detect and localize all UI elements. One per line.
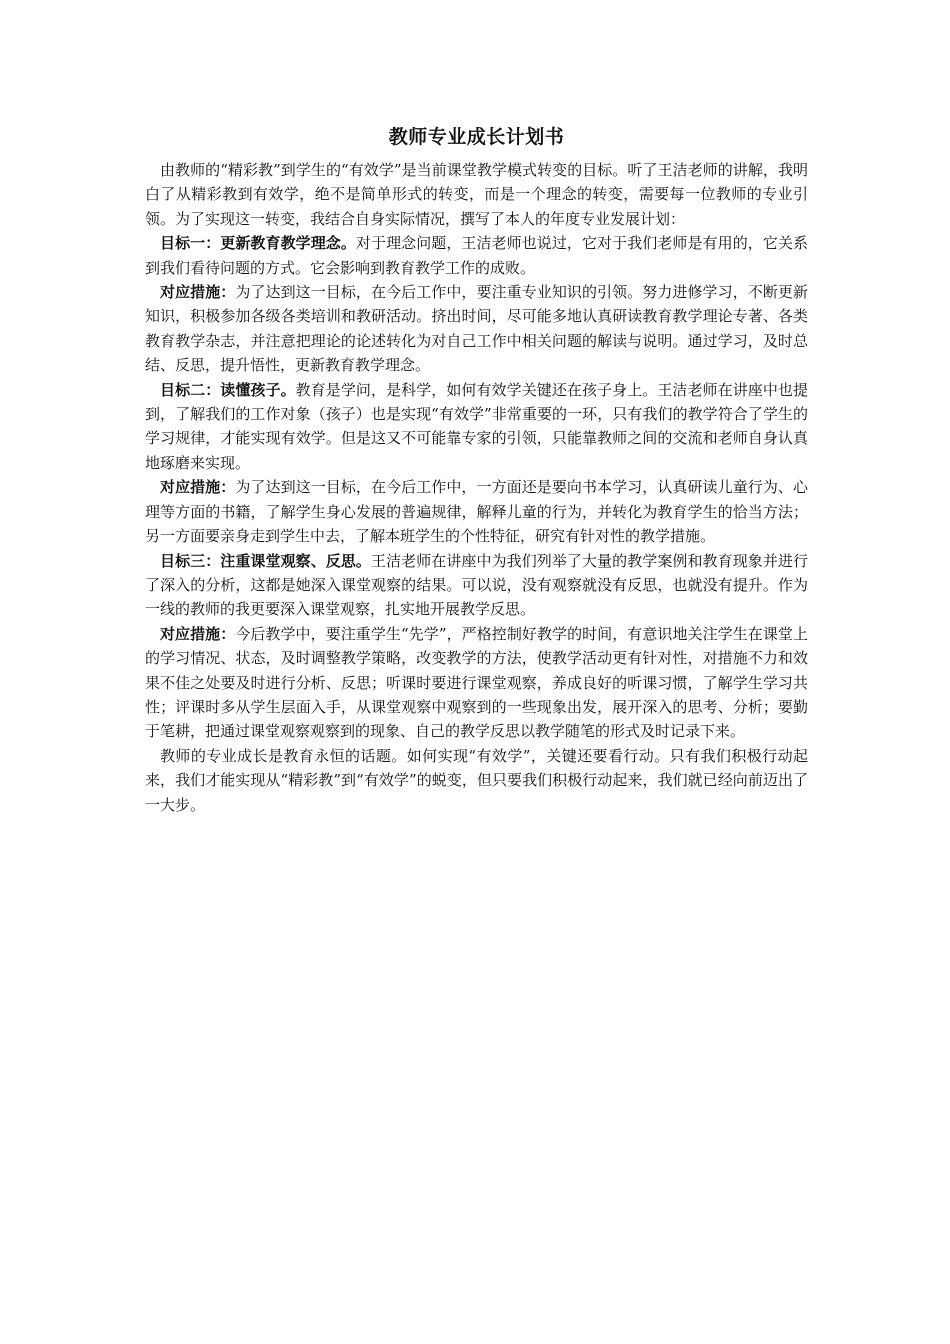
paragraph-lead: 目标三：注重课堂观察、反思。 (160, 551, 371, 570)
paragraph-lead: 对应措施： (160, 478, 236, 497)
document-title: 教师专业成长计划书 (388, 126, 565, 148)
paragraph-text: 由教师的“精彩教”到学生的“有效学”是当前课堂教学模式转变的目标。听了王洁老师的讲解，我明白了从精彩教到有效学，绝不是简单形式的转变，而是一个理念的转变，需要每一位教师的专业引领。为了实现这一转变，我结合自身实际情况，撰写了本人的年度专业发展计划： (145, 161, 808, 228)
paragraph-text: 教师的专业成长是教育永恒的话题。如何实现“有效学”，关键还要看行动。只有我们积极行动起来，我们才能实现从“精彩教”到“有效学”的蜕变，但只要我们积极行动起来，我们就已经向前迈出了一大步。 (145, 746, 808, 814)
paragraph-lead: 目标二：读懂孩子。 (160, 380, 296, 399)
paragraph-text: 王洁老师在讲座中为我们列举了大量的教学案例和教育现象并进行了深入的分析，这都是她深入课堂观察的结果。可以说，没有观察就没有反思，也就没有提升。作为一线的教师的我更要深入课堂观察，扎实地开展教学反思。 (145, 551, 808, 619)
intro-paragraph (145, 158, 808, 231)
measure-one-paragraph (145, 280, 808, 378)
measure-three-paragraph (145, 622, 808, 744)
paragraph-lead: 目标一：更新教育教学理念。 (160, 234, 356, 253)
goal-two-paragraph (145, 378, 808, 476)
goal-one-paragraph (145, 231, 808, 280)
document-body (145, 120, 808, 817)
paragraph-lead: 对应措施： (160, 624, 236, 643)
paragraph-text: 今后教学中，要注重学生“先学”，严格控制好教学的时间，有意识地关注学生在课堂上的学习情况、状态，及时调整教学策略，改变教学的方法，使教学活动更有针对性，对措施不力和效果不佳之处要及时进行分析、反思；听课时要进行课堂观察，养成良好的听课习惯，了解学生学习共性；评课时多从学生层面入手，从课堂观察中观察到的一些现象出发，展开深入的思考、分析；要勤于笔耕，把通过课堂观察观察到的现象、自己的教学反思以教学随笔的形式及时记录下来。 (145, 624, 808, 741)
measure-two-paragraph (145, 475, 808, 548)
paragraph-lead: 对应措施： (160, 283, 236, 302)
paragraph-text: 为了达到这一目标，在今后工作中，一方面还是要向书本学习，认真研读儿童行为、心理等方面的书籍，了解学生身心发展的普遍规律，解释儿童的行为，并转化为教育学生的恰当方法；另一方面要亲身走到学生中去，了解本班学生的个性特征，研究有针对性的教学措施。 (145, 478, 808, 546)
paragraph-text: 为了达到这一目标，在今后工作中，要注重专业知识的引领。努力进修学习，不断更新知识，积极参加各级各类培训和教研活动。挤出时间，尽可能多地认真研读教育教学理论专著、各类教育教学杂志，并注意把理论的论述转化为对自己工作中相关问题的解读与说明。通过学习，及时总结、反思，提升悟性，更新教育教学理念。 (145, 283, 808, 375)
goal-three-paragraph (145, 549, 808, 622)
paragraph-text: 教育是学问，是科学，如何有效学关键还在孩子身上。王洁老师在讲座中也提到，了解我们的工作对象（孩子）也是实现“有效学”非常重要的一环，只有我们的教学符合了学生的学习规律，才能实现有效学。但是这又不可能靠专家的引领，只能靠教师之间的交流和老师自身认真地琢磨来实现。 (145, 380, 808, 472)
conclusion-paragraph (145, 744, 808, 817)
paragraph-text: 对于理念问题，王洁老师也说过，它对于我们老师是有用的，它关系到我们看待问题的方式。它会影响到教育教学工作的成败。 (145, 234, 808, 277)
